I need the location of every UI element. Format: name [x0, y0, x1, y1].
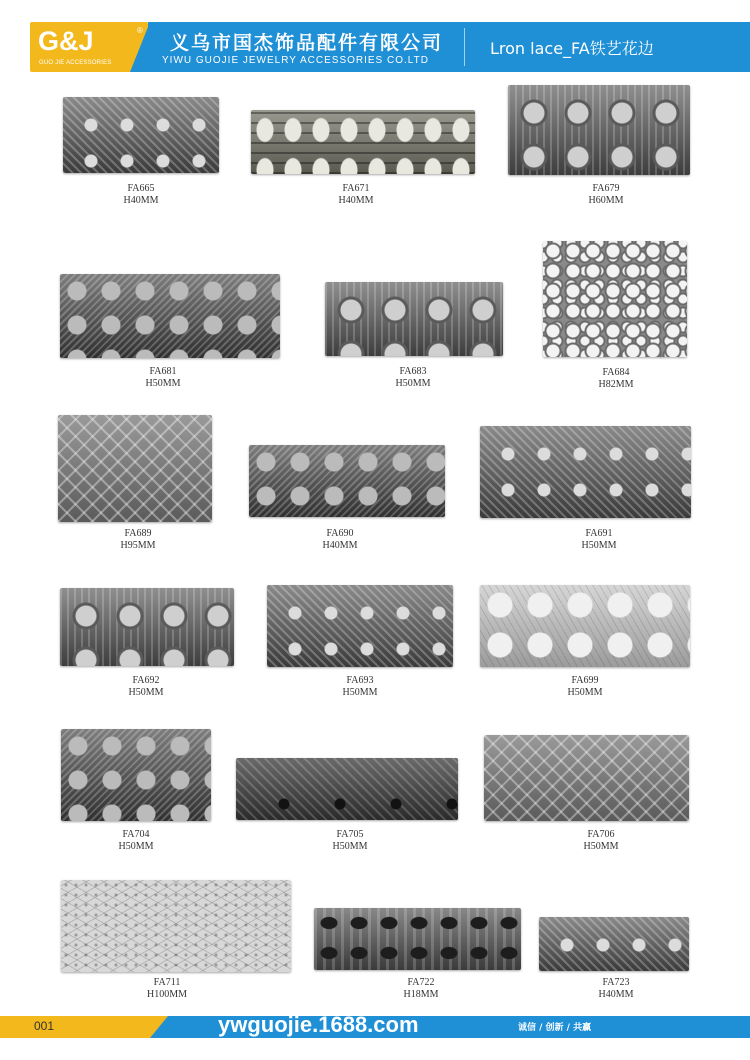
product-code: FA689 [124, 528, 152, 539]
lace-swatch-image [63, 97, 219, 173]
product-code: FA699 [571, 675, 599, 686]
product-size: H40MM [322, 540, 358, 551]
lace-swatch-image [480, 585, 690, 667]
product-caption [236, 829, 464, 853]
lace-swatch-image [61, 729, 211, 821]
company-name-en: YIWU GUOJIE JEWELRY ACCESSORIES CO.LTD [162, 55, 429, 66]
lace-swatch-image [267, 585, 453, 667]
lace-swatch-image [58, 415, 212, 522]
product-size: H50MM [581, 540, 617, 551]
page-number: 001 [34, 1019, 55, 1033]
product-caption [251, 183, 461, 207]
lace-swatch-image [480, 426, 691, 518]
lace-swatch-image [236, 758, 458, 820]
footer-slant [150, 1016, 168, 1038]
footer-accent [0, 1016, 150, 1038]
lace-swatch-image [508, 85, 690, 175]
header-bar [148, 22, 750, 72]
lace-swatch-image [539, 917, 689, 971]
product-caption [484, 829, 718, 853]
product-code: FA693 [346, 675, 374, 686]
product-caption [508, 183, 704, 207]
product-code: FA705 [336, 829, 364, 840]
page-footer [0, 1012, 750, 1038]
product-caption [58, 528, 218, 552]
product-size: H40MM [598, 989, 634, 1000]
lace-swatch-image [484, 735, 689, 821]
product-caption [60, 675, 232, 699]
series-title: Lron lace_FA铁艺花边 [490, 39, 654, 58]
company-name-cn: 义乌市国杰饰品配件有限公司 [170, 32, 444, 54]
product-caption [325, 366, 501, 390]
product-size: H50MM [583, 841, 619, 852]
product-caption [539, 977, 693, 1001]
lace-swatch-image [325, 282, 503, 356]
registered-mark: ® [137, 26, 143, 35]
product-size: H40MM [123, 195, 159, 206]
product-caption [267, 675, 453, 699]
product-code: FA679 [592, 183, 620, 194]
product-code: FA665 [127, 183, 155, 194]
product-size: H60MM [588, 195, 624, 206]
product-size: H50MM [395, 378, 431, 389]
product-size: H50MM [145, 378, 181, 389]
lace-swatch-image [543, 241, 687, 357]
product-size: H18MM [403, 989, 439, 1000]
product-code: FA671 [342, 183, 370, 194]
product-size: H50MM [118, 841, 154, 852]
product-code: FA690 [326, 528, 354, 539]
website-link[interactable]: ywguojie.1688.com [218, 1012, 419, 1037]
logo-subtitle: GUO JIE ACCESSORIES [39, 60, 112, 66]
product-code: FA711 [153, 977, 181, 988]
product-code: FA691 [585, 528, 613, 539]
product-caption [480, 528, 718, 552]
product-code: FA683 [399, 366, 427, 377]
lace-swatch-image [314, 908, 521, 970]
product-size: H50MM [342, 687, 378, 698]
lace-swatch-image [60, 274, 280, 358]
product-size: H95MM [120, 540, 156, 551]
page-header [0, 0, 750, 78]
product-caption [249, 528, 431, 552]
header-slant [130, 22, 150, 72]
product-size: H50MM [567, 687, 603, 698]
product-code: FA692 [132, 675, 160, 686]
product-caption [543, 367, 689, 391]
product-caption [63, 183, 219, 207]
header-divider [464, 28, 465, 66]
product-caption [480, 675, 690, 699]
product-code: FA681 [149, 366, 177, 377]
product-caption [61, 829, 211, 853]
logo-text: G&J [38, 26, 94, 56]
product-code: FA704 [122, 829, 150, 840]
product-size: H100MM [146, 989, 187, 1000]
product-size: H50MM [128, 687, 164, 698]
product-size: H40MM [338, 195, 374, 206]
product-caption [60, 366, 266, 390]
lace-swatch-image [61, 880, 291, 972]
product-code: FA722 [407, 977, 435, 988]
lace-swatch-image [249, 445, 445, 517]
company-slogan: 诚信 / 创新 / 共赢 [518, 1023, 592, 1033]
product-code: FA706 [587, 829, 615, 840]
product-code: FA684 [602, 367, 630, 378]
product-size: H82MM [598, 379, 634, 390]
product-caption [314, 977, 528, 1001]
product-code: FA723 [602, 977, 630, 988]
product-caption [61, 977, 273, 1001]
product-size: H50MM [332, 841, 368, 852]
lace-swatch-image [251, 110, 475, 174]
lace-swatch-image [60, 588, 234, 666]
